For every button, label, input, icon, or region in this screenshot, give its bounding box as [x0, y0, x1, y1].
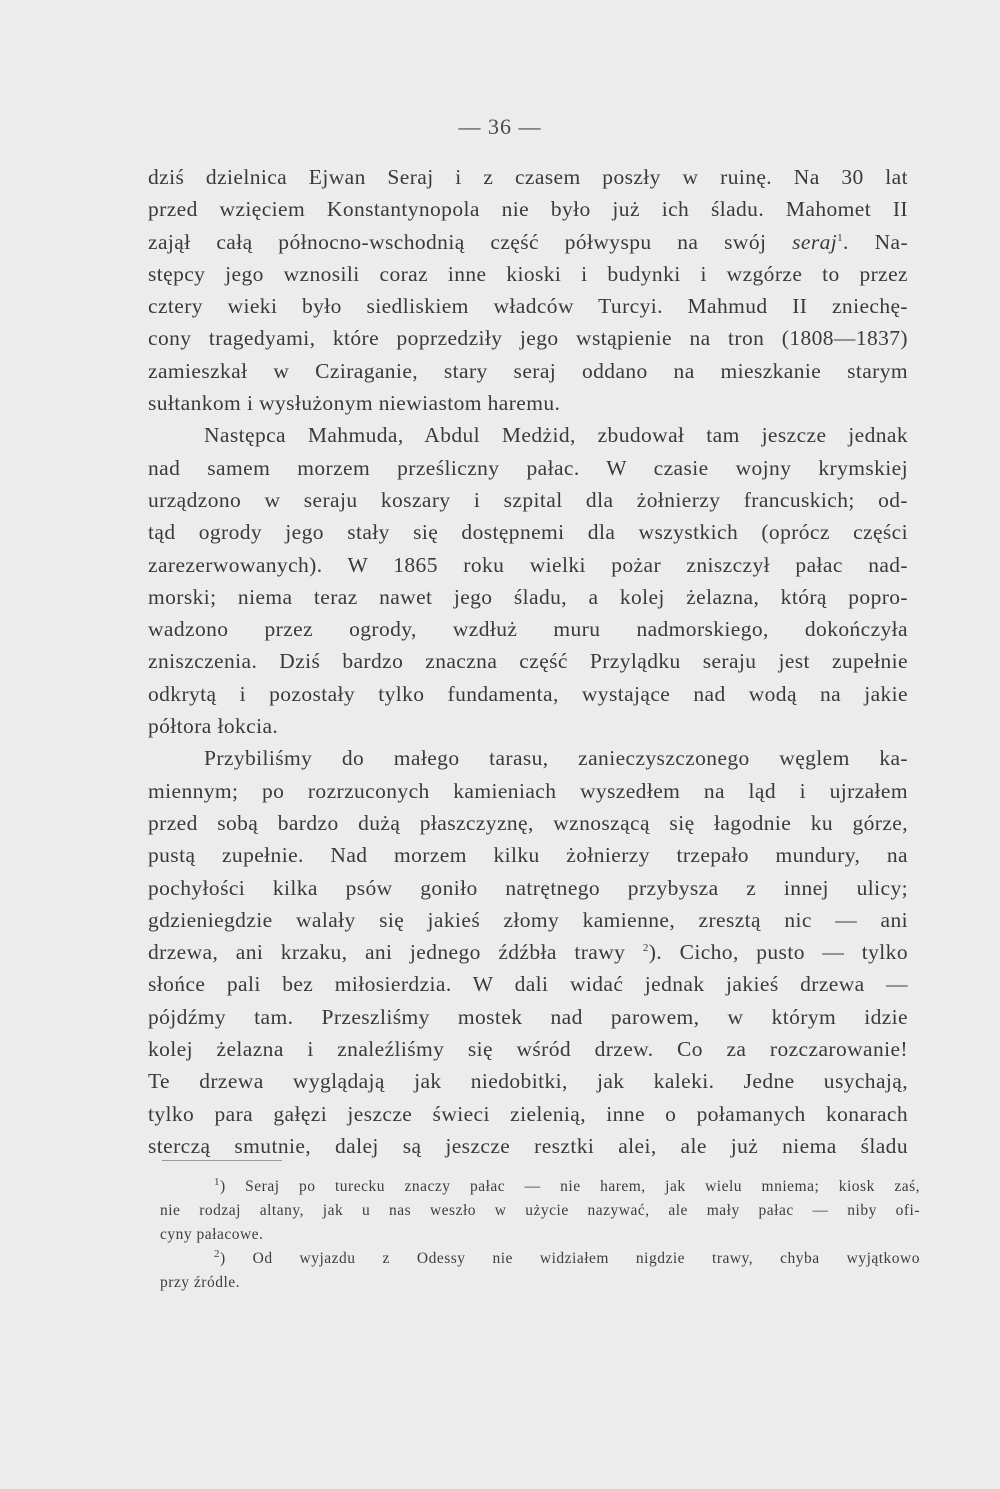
- text-line: [148, 936, 908, 968]
- text-line: półtora łokcia.: [148, 714, 279, 739]
- text-line: morski; niema teraz nawet jego śladu, a kolej żelazna, którą popro-: [148, 584, 908, 609]
- text-fragment: ) Seraj po turecku znaczy pałac — nie harem, jak wielu mniema; kiosk zaś,: [220, 1178, 920, 1195]
- text-fragment: . Na-: [843, 229, 908, 254]
- text-line: tąd ogrody jego stały się dostępnemi dla wszystkich (oprócz części: [148, 520, 908, 545]
- text-line: przed wzięciem Konstantynopola nie było już ich śladu. Mahomet II: [148, 197, 908, 222]
- footnote-line: [160, 1247, 920, 1271]
- text-fragment: ) Od wyjazdu z Odessy nie widziałem nigdzie trawy, chyba wyjątkowo: [220, 1250, 920, 1267]
- footnote-ref: 2: [642, 941, 649, 954]
- text-line: Przybiliśmy do małego tarasu, zanieczyszczonego węglem ka-: [204, 746, 908, 771]
- text-line: miennym; po rozrzuconych kamieniach wyszedłem na ląd i ujrzałem: [148, 778, 908, 803]
- text-line: sułtankom i wysłużonym niewiastom haremu.: [148, 391, 561, 416]
- footnotes: [160, 1175, 920, 1295]
- text-line: zniszczenia. Dziś bardzo znaczna część Przylądku seraju jest zupełnie: [148, 649, 908, 674]
- footnote-ref: 1: [837, 231, 844, 244]
- text-line: przed sobą bardzo dużą płaszczyznę, wznoszącą się łagodnie ku górze,: [148, 810, 908, 835]
- text-line: pójdźmy tam. Przeszliśmy mostek nad parowem, w którym idzie: [148, 1004, 908, 1029]
- text-line: dziś dzielnica Ejwan Seraj i z czasem poszły w ruinę. Na 30 lat: [148, 165, 908, 189]
- footnote-line: cyny pałacowe.: [160, 1226, 264, 1243]
- text-line: odkrytą i pozostały tylko fundamenta, wystające nad wodą na jakie: [148, 681, 908, 706]
- text-line: słońce pali bez miłosierdzia. W dali widać jednak jakieś drzewa —: [148, 972, 908, 997]
- text-line: tylko para gałęzi jeszcze świeci zielenią, inne o połamanych konarach: [148, 1101, 908, 1126]
- text-line: pochyłości kilka psów goniło natrętnego przybysza z innej ulicy;: [148, 875, 908, 900]
- page-number: — 36 —: [458, 114, 542, 139]
- text-line: zamieszkał w Cziraganie, stary seraj oddano na mieszkanie starym: [148, 358, 908, 383]
- text-line: Te drzewa wyglądają jak niedobitki, jak kaleki. Jedne usychają,: [148, 1069, 908, 1094]
- text-line: nad samem morzem prześliczny pałac. W czasie wojny krymskiej: [148, 455, 908, 480]
- footnote-line: [160, 1175, 920, 1199]
- text-fragment: zajął całą północno-wschodnią część półwyspu na swój: [148, 229, 793, 254]
- text-fragment: drzewa, ani krzaku, ani jednego źdźbła trawy: [148, 940, 643, 965]
- text-line: sterczą smutnie, dalej są jeszcze resztki alei, ale już niema śladu: [148, 1133, 908, 1158]
- text-line: urządzono w seraju koszary i szpital dla żołnierzy francuskich; od-: [148, 487, 908, 512]
- text-line: Następca Mahmuda, Abdul Medżid, zbudował tam jeszcze jednak: [204, 423, 908, 448]
- footnote-marker: 2: [214, 1247, 220, 1260]
- text-line: [148, 226, 908, 258]
- text-fragment: ). Cicho, pusto — tylko: [648, 940, 908, 965]
- text-line: cony tragedyami, które poprzedziły jego wstąpienie na tron (1808—1837): [148, 326, 908, 351]
- footnote-line: nie rodzaj altany, jak u nas weszło w użycie nazywać, ale mały pałac — niby ofi-: [160, 1202, 920, 1219]
- text-line: wadzono przez ogrody, wzdłuż muru nadmorskiego, dokończyła: [148, 617, 908, 642]
- text-line: gdzieniegdzie walały się jakieś złomy kamienne, zresztą nic — ani: [148, 907, 908, 932]
- italic-term: seraj: [792, 229, 838, 254]
- text-line: cztery wieki było siedliskiem władców Turcyi. Mahmud II zniechę-: [148, 294, 908, 319]
- footnote-line: przy źródle.: [160, 1274, 241, 1291]
- text-line: zarezerwowanych). W 1865 roku wielki pożar zniszczył pałac nad-: [148, 552, 908, 577]
- main-text: [148, 161, 908, 1162]
- text-line: stępcy jego wznosili coraz inne kioski i budynki i wzgórze to przez: [148, 261, 908, 286]
- footnote-marker: 1: [214, 1175, 220, 1188]
- text-line: kolej żelazna i znaleźliśmy się wśród drzew. Co za rozczarowanie!: [148, 1037, 908, 1062]
- text-line: pustą zupełnie. Nad morzem kilku żołnierzy trzepało mundury, na: [148, 843, 908, 868]
- footnote-divider: [162, 1160, 282, 1161]
